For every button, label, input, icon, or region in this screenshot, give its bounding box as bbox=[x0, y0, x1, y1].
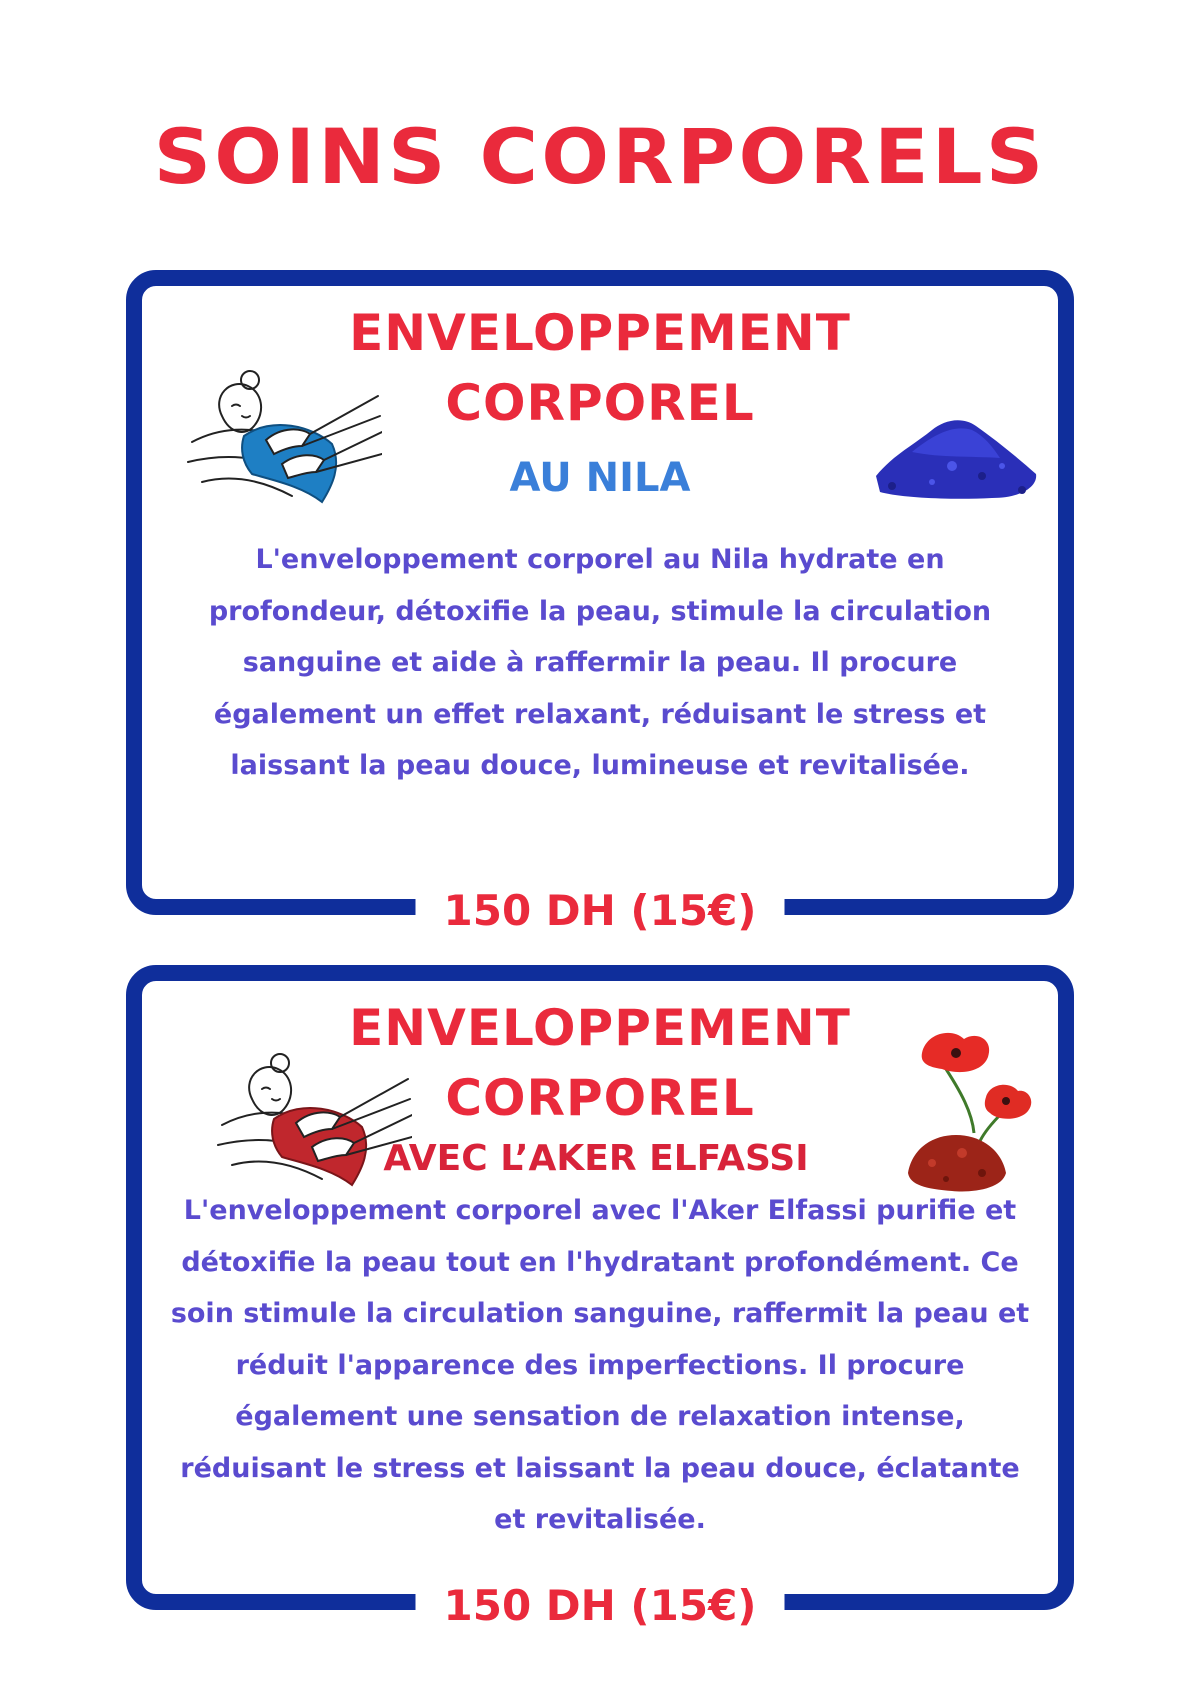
service-price: 150 DH (15€) bbox=[416, 1574, 785, 1638]
service-price: 150 DH (15€) bbox=[416, 879, 785, 943]
service-description: L'enveloppement corporel au Nila hydrate en profondeur, détoxifie la peau, stimule la circulation sanguine et aide à raffermir la peau. Il procure également un effet relaxant, réduisant le stress et laissant la peau douce, lumineuse et revitalisée. bbox=[208, 544, 992, 781]
service-subheading: AU NILA bbox=[509, 455, 691, 501]
blue-nila-powder-icon bbox=[872, 406, 1042, 501]
service-subheading: AVEC L’AKER ELFASSI bbox=[383, 1138, 809, 1179]
service-heading-line1: ENVELOPPEMENT bbox=[349, 304, 851, 362]
poppy-powder-icon bbox=[902, 1023, 1042, 1193]
page-title: SOINS CORPORELS bbox=[153, 112, 1047, 201]
service-card-nila bbox=[126, 270, 1074, 935]
service-heading-line1: ENVELOPPEMENT bbox=[349, 999, 851, 1057]
service-card-aker-elfassi bbox=[126, 965, 1074, 1630]
service-heading-line2: CORPOREL bbox=[445, 1069, 755, 1127]
service-heading-line2: CORPOREL bbox=[445, 374, 755, 432]
service-description: L'enveloppement corporel avec l'Aker Elfassi purifie et détoxifie la peau tout en l'hydratant profondément. Ce soin stimule la circulation sanguine, raffermit la peau et réduit l'apparence des imperfections. Il procure également une sensation de relaxation intense, réduisant le stress et laissant la peau douce, éclatante et revitalisée. bbox=[170, 1195, 1030, 1535]
